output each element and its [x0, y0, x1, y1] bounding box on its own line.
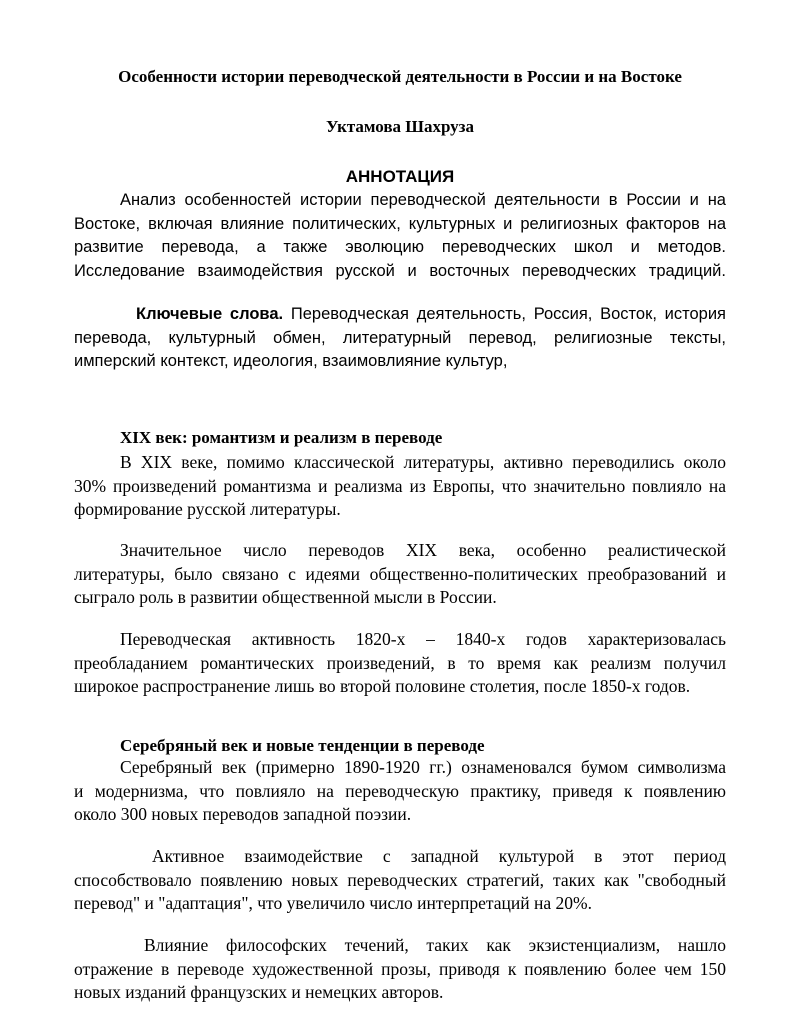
annotation-paragraph: [74, 189, 726, 283]
annotation-heading: АННОТАЦИЯ: [345, 167, 455, 186]
paragraph-line: 30% произведений романтизма и реализма из Европы, что значительно повлияло на: [74, 475, 726, 496]
paragraph-line: Переводческая активность 1820-х – 1840-х годов характеризовалась: [120, 629, 726, 649]
body-paragraph: [74, 628, 726, 699]
paragraph-line: сыграло роль в развитии общественной мысли в России.: [74, 587, 497, 607]
keywords-text: Переводческая деятельность, Россия, Восток, история: [283, 305, 726, 323]
paragraph-line: широкое распространение лишь во второй половине столетия, после 1850-х годов.: [74, 676, 691, 696]
paragraph-line: Серебряный век (примерно 1890-1920 гг.) ознаменовался бумом символизма: [120, 757, 726, 777]
paragraph-line: преобладанием романтических произведений, в то время как реализм получил: [74, 652, 726, 673]
paragraph-line: перевод" и "адаптация", что увеличило число интерпретаций на 20%.: [74, 893, 592, 913]
annotation-line: Анализ особенностей истории переводческой деятельности в России и на: [120, 191, 726, 209]
annotation-line: Востоке, включая влияние политических, культурных и религиозных факторов на: [74, 214, 726, 233]
paragraph-line: Активное взаимодействие с западной культурой в этот период: [152, 846, 726, 866]
paragraph-line: литературы, было связано с идеями общественно-политических преобразований и: [74, 563, 726, 584]
paragraph-line: отражение в переводе художественной прозы, приводя к появлению более чем 150: [74, 958, 726, 979]
keywords-paragraph: [74, 303, 726, 374]
section-heading: XIX век: романтизм и реализм в переводе: [120, 428, 443, 447]
body-paragraph: [74, 934, 726, 1005]
paragraph-line: формирование русской литературы.: [74, 499, 341, 519]
keywords-line: [74, 303, 726, 327]
keywords-label: Ключевые слова.: [136, 305, 284, 323]
paragraph-line: и модернизма, что повлияло на переводческую практику, приведя к появлению: [74, 780, 726, 801]
paragraph-line: около 300 новых переводов западной поэзии.: [74, 804, 412, 824]
document-title: Особенности истории переводческой деятельности в России и на Востоке: [118, 67, 682, 86]
keywords-line: имперский контекст, идеология, взаимовлияние культур,: [74, 352, 508, 370]
body-paragraph: [74, 756, 726, 827]
paragraph-line: новых изданий французских и немецких авторов.: [74, 982, 444, 1002]
section-heading: Серебряный век и новые тенденции в переводе: [120, 736, 485, 755]
paragraph-line: Значительное число переводов XIX века, особенно реалистической: [120, 540, 726, 560]
annotation-line: Исследование взаимодействия русской и восточных переводческих традиций.: [74, 261, 726, 280]
annotation-line: развитие перевода, а также эволюцию переводческих школ и методов.: [74, 238, 726, 256]
paragraph-line: Влияние философских течений, таких как экзистенциализм, нашло: [144, 935, 726, 955]
paragraph-line: способствовало появлению новых переводческих стратегий, таких как "свободный: [74, 869, 726, 890]
paragraph-line: В XIX веке, помимо классической литературы, активно переводились около: [120, 452, 726, 472]
body-paragraph: [74, 539, 726, 610]
body-paragraph: [74, 451, 726, 522]
author-name: Уктамова Шахруза: [325, 117, 475, 136]
keywords-line: перевода, культурный обмен, литературный перевод, религиозные тексты,: [74, 328, 726, 347]
body-paragraph: [74, 845, 726, 916]
